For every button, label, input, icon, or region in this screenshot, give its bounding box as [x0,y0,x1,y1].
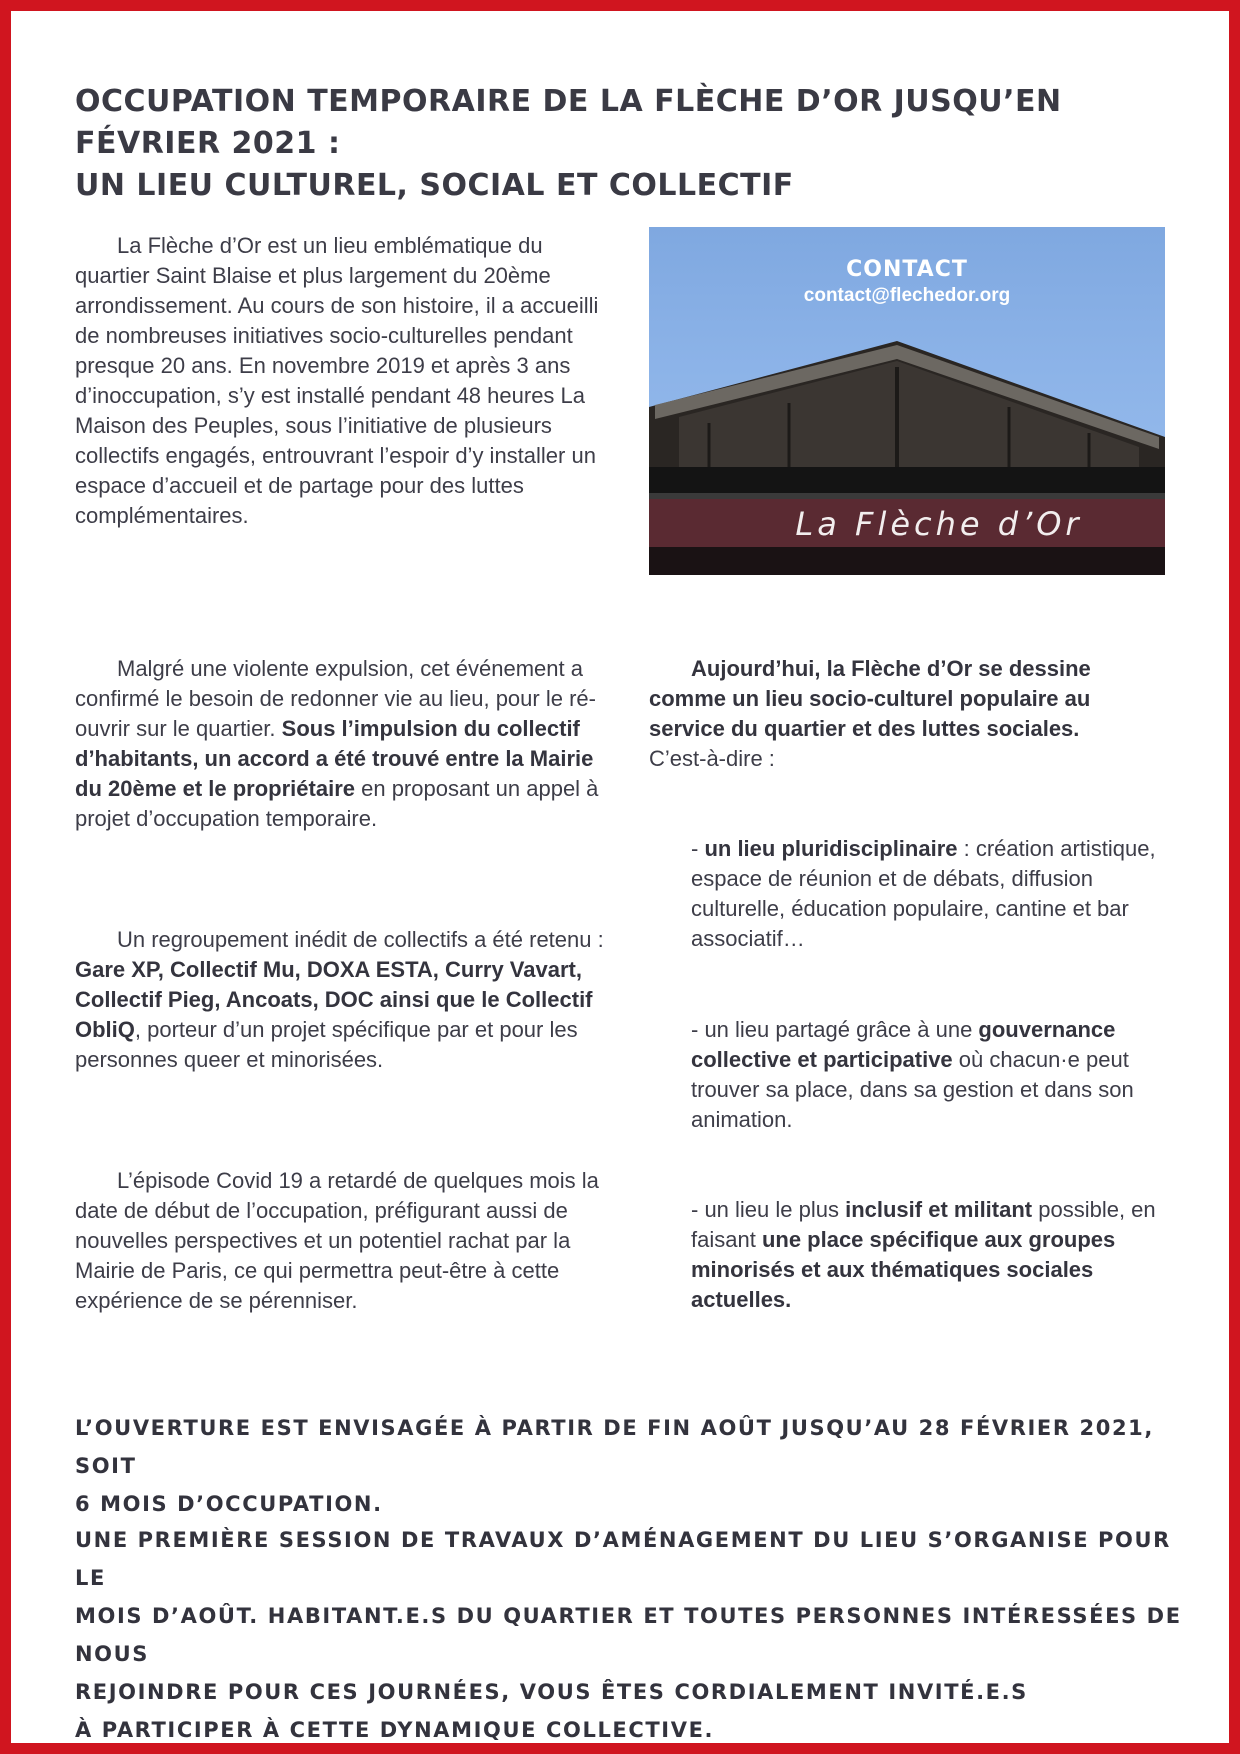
paragraph-expulsion [75,654,605,834]
p5-text-bold: Aujourd’hui, la Flèche d’Or se dessine comme un lieu socio-culturel populaire au service du quartier et des luttes sociales. [649,656,1091,741]
p2-text-bold: Sous l’impulsion du collectif d’habitants, un accord a été trouvé entre la Mairie du 20ème et le propriétaire [75,716,594,801]
footer-invitation-line-2: MOIS D’AOÛT. HABITANT.E.S DU QUARTIER ET TOUTES PERSONNES INTÉRESSÉES DE NOUS [75,1604,1182,1666]
footer-opening-line-1: L’OUVERTURE EST ENVISAGÉE À PARTIR DE FIN AOÛT JUSQU’AU 28 FÉVRIER 2021, SOIT [75,1416,1154,1478]
b1-dash: - [691,836,705,861]
b1-text-b: : création artistique, espace de réunion et de débats, diffusion culturelle, éducation populaire, cantine et bar associatif… [691,836,1156,951]
b3-text-bold-1: inclusif et militant [845,1197,1033,1222]
building-photo [649,227,1165,575]
p3-text-c: , porteur d’un projet spécifique par et pour les personnes queer et minorisées. [75,1017,578,1072]
p5-text-b: C’est-à-dire : [649,746,775,771]
footer-invitation [75,1521,1185,1749]
page-title [75,81,1185,207]
b2-text-a: - un lieu partagé grâce à une [691,1017,979,1042]
b2-text-bold: gouvernance collective et participative [691,1017,1116,1072]
paragraph-aujourdhui [649,654,1169,774]
footer-opening [75,1409,1185,1523]
footer-invitation-line-1: UNE PREMIÈRE SESSION DE TRAVAUX D’AMÉNAGEMENT DU LIEU S’ORGANISE POUR LE [75,1528,1171,1590]
p3-text-a: Un regroupement inédit de collectifs a été retenu : [117,927,604,952]
contact-title: CONTACT [846,257,968,282]
paragraph-covid: L’épisode Covid 19 a retardé de quelques mois la date de début de l’occupation, préfigurant aussi de nouvelles perspectives et un potentiel rachat par la Mairie de Paris, ce qui permettra peut-être à cette expérience de se pérenniser. [75,1168,599,1313]
title-line-1: OCCUPATION TEMPORAIRE DE LA FLÈCHE D’OR JUSQU’EN FÉVRIER 2021 : [75,84,1062,161]
b3-text-c: possible, en faisant [691,1197,1156,1252]
p3-text-bold: Gare XP, Collectif Mu, DOXA ESTA, Curry Vavart, Collectif Pieg, Ancoats, DOC ainsi que le Collectif ObliQ [75,957,593,1042]
footer-opening-line-2: 6 MOIS D’OCCUPATION. [75,1492,383,1516]
b3-text-bold-2: une place spécifique aux groupes minorisés et aux thématiques sociales actuelles. [691,1227,1116,1312]
b1-text-bold: un lieu pluridisciplinaire [704,836,958,861]
footer-invitation-line-4: À PARTICIPER À CETTE DYNAMIQUE COLLECTIVE. [75,1718,715,1742]
b2-text-c: où chacun·e peut trouver sa place, dans sa gestion et dans son animation. [691,1047,1134,1132]
title-line-2: UN LIEU CULTUREL, SOCIAL ET COLLECTIF [75,168,794,203]
p2-text-c: en proposant un appel à projet d’occupation temporaire. [75,776,599,831]
list-item [691,1015,1181,1135]
b3-text-a: - un lieu le plus [691,1197,846,1222]
paragraph-collectifs [75,925,605,1075]
contact-email: contact@flechedor.org [803,285,1011,306]
sign-text: La Flèche d’Or [795,505,1083,543]
list-item [691,834,1181,954]
footer-invitation-line-3: REJOINDRE POUR CES JOURNÉES, VOUS ÊTES CORDIALEMENT INVITÉ.E.S [75,1680,1028,1704]
p2-text-a: Malgré une violente expulsion, cet événement a confirmé le besoin de redonner vie au lieu, pour le ré-ouvrir sur le quartier. [75,656,596,741]
list-item [691,1195,1181,1315]
intro-paragraph: La Flèche d’Or est un lieu emblématique du quartier Saint Blaise et plus largement du 20ème arrondissement. Au cours de son histoire, il a accueilli de nombreuses initiatives socio-culturelles pendant presque 20 ans. En novembre 2019 et après 3 ans d’inoccupation, s’y est installé pendant 48 heures La Maison des Peuples, sous l’initiative de plusieurs collectifs engagés, entrouvrant l’espoir d’y installer un espace d’accueil et de partage pour des luttes complémentaires. [75,233,599,528]
